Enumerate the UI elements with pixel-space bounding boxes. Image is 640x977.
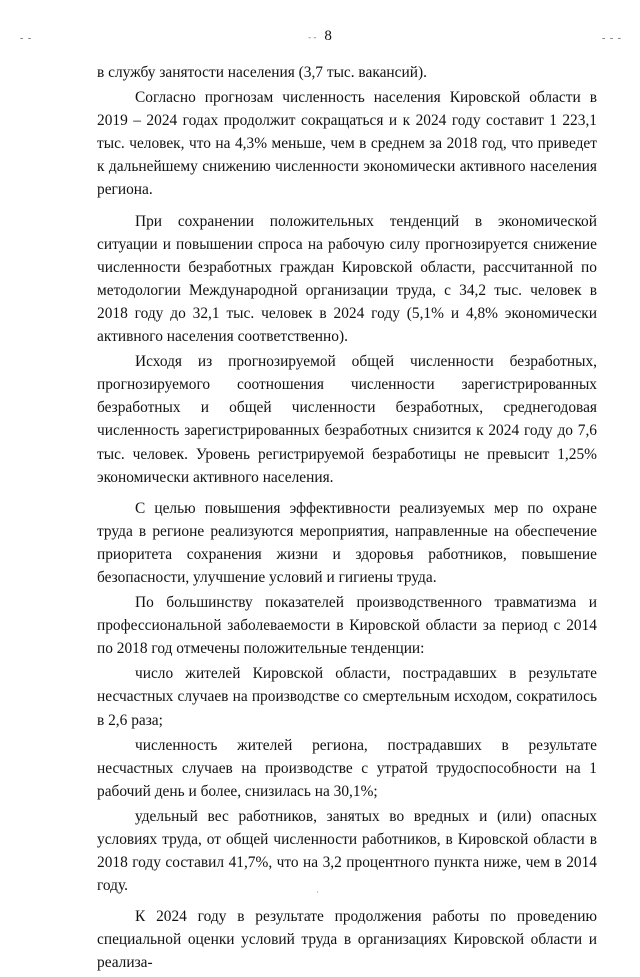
page-header — [0, 28, 640, 45]
paragraph-unemployment-forecast: При сохранении положительных тенденций в экономической ситуации и повышении спроса на рабочую силу прогнозируется снижение численности безработных граждан Кировской области, рассчитанной по методологии Международной организации труда, с 34,2 тыс. человек в 2018 году до 32,1 тыс. человек в 2024 году (5,1% и 4,8% экономически активного населения соответственно). — [97, 212, 597, 346]
document-body — [97, 61, 597, 977]
list-item-hazardous-conditions: удельный вес работников, занятых во вредных и (или) опасных условиях труда, от общей численности работников, в Кировской области в 2018 году составил 41,7%, что на 3,2 процентного пункта ниже, чем в 2014 году. — [97, 807, 597, 895]
scan-mark-left: - - — [20, 33, 33, 44]
scan-mark-bottom: · — [316, 887, 319, 897]
list-item-disability-accidents: численность жителей региона, пострадавших в результате несчастных случаев на производстве с утратой трудоспособности на 1 рабочий день и более, снизилась на 30,1%; — [97, 736, 597, 800]
header-dots: - - — [308, 31, 317, 42]
paragraph-2024-outlook: К 2024 году в результате продолжения работы по проведению специальной оценки условий труда в организациях Кировской области и реализа- — [97, 908, 597, 972]
paragraph-injury-indicators: По большинству показателей производственного травматизма и профессиональной заболеваемости в Кировской области за период с 2014 по 2018 год отмечены положительные тенденции: — [97, 594, 597, 658]
list-item-fatal-accidents: число жителей Кировской области, пострадавших в результате несчастных случаев на производстве со смертельным исходом, сократилось в 2,6 раза; — [97, 665, 597, 729]
page-number: 8 — [324, 28, 332, 44]
paragraph-labor-protection: С целью повышения эффективности реализуемых мер по охране труда в регионе реализуются мероприятия, направленные на обеспечение приоритета сохранения жизни и здоровья работников, повышение безопасности, улучшение условий и гигиены труда. — [97, 499, 597, 586]
paragraph-registered-unemployed: Исходя из прогнозируемой общей численности безработных, прогнозируемого соотношения численности зарегистрированных безработных и общей численности безработных, среднегодовая численность зарегистрированных безработных снизится к 2024 году до 7,6 тыс. человек. Уровень регистрируемой безработицы не превысит 1,25% экономически активного населения. — [97, 353, 597, 486]
paragraph-population-forecast: Согласно прогнозам численность населения Кировской области в 2019 – 2024 годах продолжит сокращаться и к 2024 году составит 1 223,1 тыс. человек, что на 4,3% меньше, чем в среднем за 2018 год, что приведет к дальнейшему снижению численности экономически активного населения региона. — [97, 89, 597, 199]
paragraph-continuation: в службу занятости населения (3,7 тыс. вакансий). — [97, 64, 427, 81]
scan-mark-right: - - - — [602, 33, 622, 44]
